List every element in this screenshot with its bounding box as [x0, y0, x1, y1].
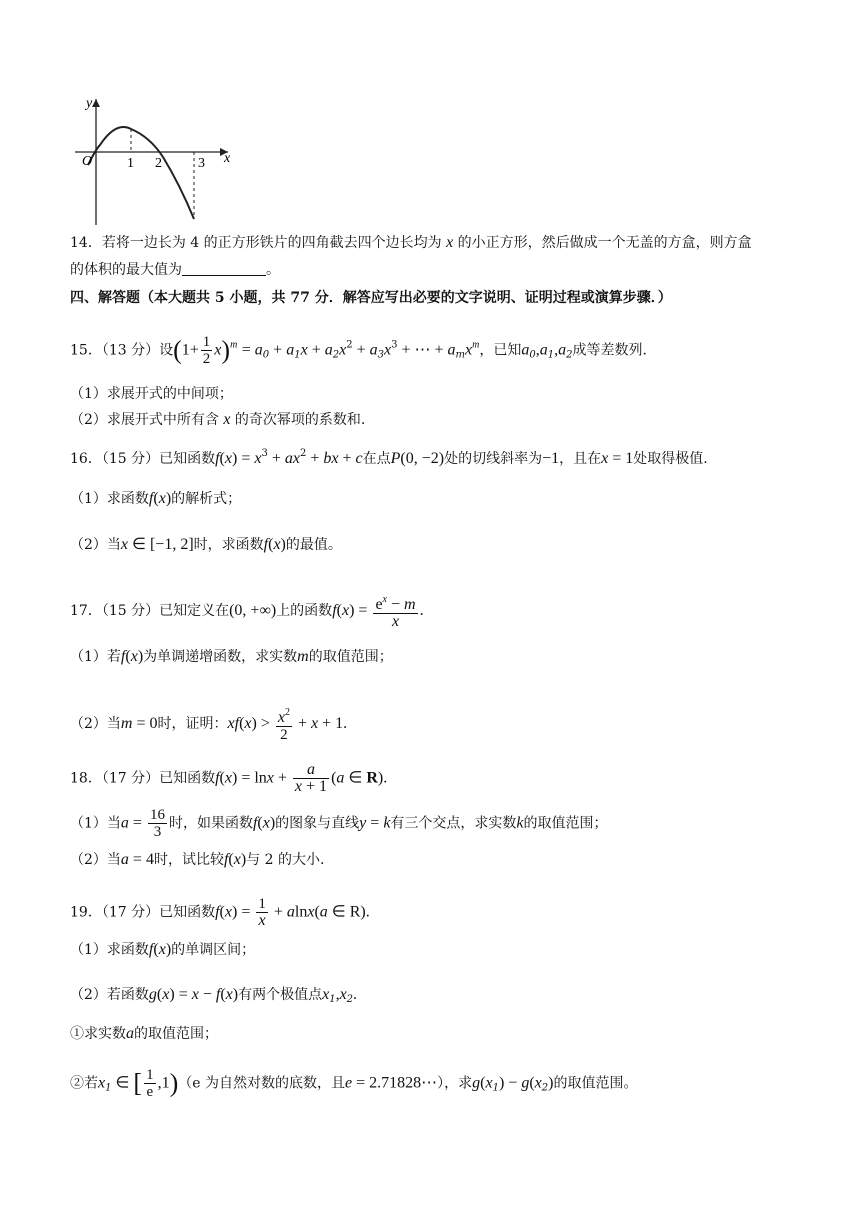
section-heading: 四、解答题（本大题共 5 小题，共 77 分．解答应写出必要的文字说明、证明过程或演算步骤．） [70, 290, 672, 306]
q14-line2: 的体积的最大值为 。 [70, 262, 280, 278]
q16-part2: （2）当x ∈ [−1, 2]时，求函数f(x)的最值。 [70, 536, 342, 553]
q18-part1: （1）当a = $\frac{16}{3}$ 时，如果函数f(x)的图象与直线y = k有三个交点，求实数k的取值范围； [70, 807, 608, 840]
q14-line1: 14．若将一边长为 4 的正方形铁片的四角截去四个边长均为 x 的小正方形，然后做成一个无盖的方盒，则方盒 [70, 234, 752, 251]
function-graph [70, 95, 250, 230]
q19-part1: （1）求函数f(x)的单调区间； [70, 941, 256, 958]
origin-label: O [82, 154, 93, 169]
q19-sub1: ①求实数a的取值范围； [70, 1025, 218, 1042]
q17-part1: （1）若f(x)为单调递增函数，求实数m的取值范围； [70, 648, 393, 665]
q16-stem: 16．（15 分）已知函数$f(x) = x^3 + ax^2$ + bx + c在点P(0, −2)处的切线斜率为−1，且在x = 1处取得极值. [70, 448, 708, 467]
q18-part2: （2）当a = 4时，试比较f(x)与 2 的大小. [70, 851, 325, 868]
y-axis-label: y [86, 96, 93, 111]
curve [88, 127, 194, 219]
q15-stem: 15．（13 分）设(1+ $\frac{1}{2}$ $x)^m = a_0 + a_1x + a_2x^2 + a_3x^3$ + ⋯ + $a_mx^m$，已知$a_0,a_1,a_2$成等差数列. [70, 334, 647, 367]
tick-label-3: 3 [198, 156, 205, 171]
q15-part2: （2）求展开式中所有含 x 的奇次幂项的系数和. [70, 411, 366, 428]
q18-stem: 18．（17 分）已知函数f(x) = lnx + $\frac{a}{x + 1}$ (a ∈ R). [70, 761, 388, 795]
q19-part2: （2）若函数g(x) = x − f(x)有两个极值点$x_1,x_2$. [70, 986, 358, 1005]
q17-stem: 17．（15 分）已知定义在(0, +∞)上的函数f(x) = $\frac{e^x - m}{x}$ . [70, 594, 424, 630]
x-axis-label: x [224, 151, 231, 166]
tick-label-1: 1 [127, 156, 134, 171]
q16-part1: （1）求函数f(x)的解析式； [70, 490, 242, 507]
q17-part2: （2）当m = 0时，证明：xf(x) > $\frac{x^2}{2}$ + x + 1. [70, 707, 348, 743]
answer-blank[interactable] [182, 261, 266, 276]
q19-sub2: ②若$x_1$ ∈ [ $\frac{1}{e}$ ,1)（e 为自然对数的底数，且e = 2.71828⋯），求$g(x_1) - g(x_2)$的取值范围。 [70, 1067, 638, 1100]
q15-part1: （1）求展开式的中间项； [70, 386, 233, 402]
tick-label-2: 2 [155, 156, 162, 171]
y-axis-arrow [92, 99, 100, 107]
q19-stem: 19．（17 分）已知函数f(x) = $\frac{1}{x}$ + alnx(a ∈ R). [70, 896, 370, 929]
